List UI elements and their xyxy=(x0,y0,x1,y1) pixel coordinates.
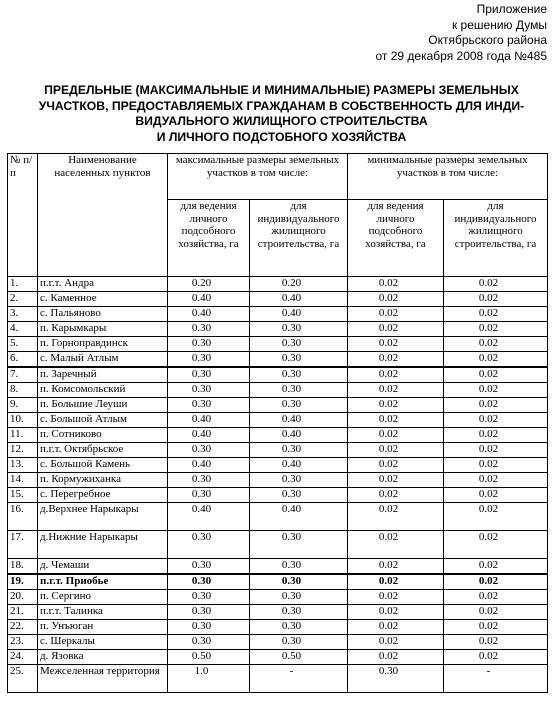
max-farm-value: 0.40 xyxy=(168,503,250,531)
settlement-name: п.г.т. Приобье xyxy=(38,574,168,590)
min-farm-value: 0.02 xyxy=(348,620,444,635)
table-row xyxy=(8,322,548,337)
min-farm-value: 0.02 xyxy=(348,367,444,383)
row-number: 19. xyxy=(8,574,38,590)
row-number: 23. xyxy=(8,635,38,650)
table-row xyxy=(8,443,548,458)
settlement-name: с. Пальяново xyxy=(38,307,168,322)
table-row xyxy=(8,473,548,488)
min-farm-value: 0.02 xyxy=(348,398,444,413)
settlement-name: п. Сотниково xyxy=(38,428,168,443)
row-number: 6. xyxy=(8,352,38,368)
table-row xyxy=(8,367,548,383)
table-row xyxy=(8,620,548,635)
max-house-value: 0.40 xyxy=(250,503,348,531)
min-house-value: 0.02 xyxy=(444,277,548,292)
table-row xyxy=(8,531,548,559)
max-farm-value: 0.40 xyxy=(168,292,250,307)
header-max-house: для индивидуального жилищного строительства, га xyxy=(250,200,348,277)
min-house-value: 0.02 xyxy=(444,473,548,488)
settlement-name: Межселенная территория xyxy=(38,665,168,693)
table-row xyxy=(8,559,548,575)
settlement-name: п. Большие Леуши xyxy=(38,398,168,413)
max-house-value: 0.30 xyxy=(250,337,348,352)
appendix-line: Приложение xyxy=(476,2,547,16)
min-house-value: 0.02 xyxy=(444,443,548,458)
max-farm-value: 0.30 xyxy=(168,398,250,413)
min-house-value: 0.02 xyxy=(444,367,548,383)
max-house-value: 0.40 xyxy=(250,292,348,307)
max-farm-value: 0.30 xyxy=(168,590,250,605)
header-min-group: минимальные размеры земельных участков в том числе: xyxy=(348,154,548,200)
min-farm-value: 0.02 xyxy=(348,413,444,428)
table-row xyxy=(8,503,548,531)
max-house-value: 0.30 xyxy=(250,367,348,383)
max-house-value: 0.30 xyxy=(250,352,348,368)
min-house-value: 0.02 xyxy=(444,413,548,428)
row-number: 11. xyxy=(8,428,38,443)
title-line: И ЛИЧНОГО ПОДСТОБНОГО ХОЗЯЙСТВА xyxy=(156,129,407,144)
max-farm-value: 0.30 xyxy=(168,352,250,368)
settlement-name: д.Нижние Нарыкары xyxy=(38,531,168,559)
settlement-name: д. Язовка xyxy=(38,650,168,665)
table-row xyxy=(8,292,548,307)
table-row xyxy=(8,413,548,428)
max-house-value: 0.40 xyxy=(250,428,348,443)
max-house-value: 0.30 xyxy=(250,488,348,503)
max-farm-value: 0.30 xyxy=(168,443,250,458)
max-house-value: 0.30 xyxy=(250,473,348,488)
settlement-name: д.Верхнее Нарыкары xyxy=(38,503,168,531)
table-row xyxy=(8,337,548,352)
header-min-farm: для ведения личного подсобного хозяйства, га xyxy=(348,200,444,277)
max-house-value: 0.30 xyxy=(250,531,348,559)
max-house-value: 0.30 xyxy=(250,590,348,605)
min-house-value: 0.02 xyxy=(444,307,548,322)
min-farm-value: 0.02 xyxy=(348,443,444,458)
table-row xyxy=(8,277,548,292)
settlement-name: с. Перегребное xyxy=(38,488,168,503)
table-row xyxy=(8,635,548,650)
max-farm-value: 0.30 xyxy=(168,635,250,650)
title-line: ПРЕДЕЛЬНЫЕ (МАКСИМАЛЬНЫЕ И МИНИМАЛЬНЫЕ) РАЗМЕРЫ ЗЕМЕЛЬНЫХ xyxy=(44,83,519,97)
min-farm-value: 0.30 xyxy=(348,665,444,693)
table-row xyxy=(8,590,548,605)
min-house-value: 0.02 xyxy=(444,559,548,575)
header-max-farm: для ведения личного подсобного хозяйства, га xyxy=(168,200,250,277)
max-house-value: 0.30 xyxy=(250,443,348,458)
max-farm-value: 0.30 xyxy=(168,620,250,635)
row-number: 10. xyxy=(8,413,38,428)
header-min-house: для индивидуального жилищного строительства, га xyxy=(444,200,548,277)
settlement-name: д. Чемаши xyxy=(38,559,168,575)
header-max-group: максимальные размеры земельных участков в том числе: xyxy=(168,154,348,200)
min-farm-value: 0.02 xyxy=(348,605,444,620)
settlement-name: с. Большой Атлым xyxy=(38,413,168,428)
settlement-name: с. Малый Атлым xyxy=(38,352,168,368)
document-title xyxy=(14,83,549,145)
min-farm-value: 0.02 xyxy=(348,383,444,398)
max-farm-value: 0.30 xyxy=(168,367,250,383)
max-farm-value: 0.40 xyxy=(168,307,250,322)
min-house-value: 0.02 xyxy=(444,428,548,443)
row-number: 14. xyxy=(8,473,38,488)
appendix-line: Октябрьского района xyxy=(428,33,547,47)
max-farm-value: 0.30 xyxy=(168,337,250,352)
min-farm-value: 0.02 xyxy=(348,503,444,531)
table-row xyxy=(8,352,548,368)
settlement-name: п. Карымкары xyxy=(38,322,168,337)
max-farm-value: 0.50 xyxy=(168,650,250,665)
settlement-name: п. Заречный xyxy=(38,367,168,383)
row-number: 9. xyxy=(8,398,38,413)
table-row xyxy=(8,650,548,665)
min-house-value: 0.02 xyxy=(444,590,548,605)
settlement-name: с. Большой Камень xyxy=(38,458,168,473)
settlement-name: п.г.т. Талинка xyxy=(38,605,168,620)
min-house-value: 0.02 xyxy=(444,383,548,398)
max-house-value: 0.30 xyxy=(250,322,348,337)
row-number: 25. xyxy=(8,665,38,693)
max-farm-value: 0.40 xyxy=(168,413,250,428)
table-row xyxy=(8,574,548,590)
min-farm-value: 0.02 xyxy=(348,322,444,337)
max-farm-value: 0.30 xyxy=(168,322,250,337)
min-house-value: 0.02 xyxy=(444,531,548,559)
table-row xyxy=(8,307,548,322)
row-number: 2. xyxy=(8,292,38,307)
row-number: 20. xyxy=(8,590,38,605)
min-farm-value: 0.02 xyxy=(348,307,444,322)
settlement-name: п. Комсомольский xyxy=(38,383,168,398)
row-number: 7. xyxy=(8,367,38,383)
row-number: 17. xyxy=(8,531,38,559)
min-house-value: 0.02 xyxy=(444,503,548,531)
min-house-value: 0.02 xyxy=(444,337,548,352)
max-farm-value: 0.30 xyxy=(168,383,250,398)
settlement-name: п.г.т. Октябрьское xyxy=(38,443,168,458)
table-row xyxy=(8,665,548,693)
min-house-value: 0.02 xyxy=(444,605,548,620)
max-house-value: 0.30 xyxy=(250,620,348,635)
table-body xyxy=(8,277,548,693)
min-farm-value: 0.02 xyxy=(348,458,444,473)
max-farm-value: 0.30 xyxy=(168,473,250,488)
min-house-value: 0.02 xyxy=(444,574,548,590)
max-house-value: 0.30 xyxy=(250,559,348,575)
settlement-name: с. Каменное xyxy=(38,292,168,307)
settlement-name: п. Сергино xyxy=(38,590,168,605)
max-farm-value: 0.30 xyxy=(168,488,250,503)
row-number: 5. xyxy=(8,337,38,352)
row-number: 13. xyxy=(8,458,38,473)
row-number: 22. xyxy=(8,620,38,635)
max-house-value: 0.30 xyxy=(250,605,348,620)
land-size-table xyxy=(7,153,548,693)
row-number: 15. xyxy=(8,488,38,503)
min-farm-value: 0.02 xyxy=(348,559,444,575)
max-house-value: 0.30 xyxy=(250,574,348,590)
row-number: 4. xyxy=(8,322,38,337)
settlement-name: с. Шеркалы xyxy=(38,635,168,650)
min-farm-value: 0.02 xyxy=(348,635,444,650)
max-house-value: 0.40 xyxy=(250,307,348,322)
min-farm-value: 0.02 xyxy=(348,428,444,443)
max-house-value: - xyxy=(250,665,348,693)
row-number: 8. xyxy=(8,383,38,398)
row-number: 16. xyxy=(8,503,38,531)
table-row xyxy=(8,428,548,443)
max-farm-value: 0.30 xyxy=(168,605,250,620)
header-num: № п/п xyxy=(8,154,38,277)
table-row xyxy=(8,458,548,473)
min-farm-value: 0.02 xyxy=(348,574,444,590)
appendix-line: к решению Думы xyxy=(451,17,547,32)
min-farm-value: 0.02 xyxy=(348,292,444,307)
min-house-value: 0.02 xyxy=(444,292,548,307)
row-number: 18. xyxy=(8,559,38,575)
min-farm-value: 0.02 xyxy=(348,590,444,605)
max-farm-value: 0.40 xyxy=(168,458,250,473)
max-farm-value: 0.40 xyxy=(168,428,250,443)
min-farm-value: 0.02 xyxy=(348,277,444,292)
min-house-value: 0.02 xyxy=(444,458,548,473)
min-house-value: 0.02 xyxy=(444,620,548,635)
appendix-block xyxy=(217,2,547,64)
settlement-name: п. Унъюган xyxy=(38,620,168,635)
title-line: ВИДУАЛЬНОГО ЖИЛИЩНОГО СТРОИТЕЛЬСТВА xyxy=(135,114,428,128)
min-farm-value: 0.02 xyxy=(348,473,444,488)
settlement-name: п. Горноправдинск xyxy=(38,337,168,352)
max-farm-value: 0.30 xyxy=(168,574,250,590)
max-house-value: 0.30 xyxy=(250,383,348,398)
min-house-value: 0.02 xyxy=(444,488,548,503)
min-farm-value: 0.02 xyxy=(348,488,444,503)
table-row xyxy=(8,398,548,413)
min-house-value: 0.02 xyxy=(444,635,548,650)
max-house-value: 0.40 xyxy=(250,458,348,473)
row-number: 24. xyxy=(8,650,38,665)
min-house-value: 0.02 xyxy=(444,398,548,413)
min-house-value: 0.02 xyxy=(444,650,548,665)
min-house-value: - xyxy=(444,665,548,693)
max-farm-value: 0.30 xyxy=(168,531,250,559)
settlement-name: п. Кормужиханка xyxy=(38,473,168,488)
max-farm-value: 0.30 xyxy=(168,559,250,575)
max-house-value: 0.30 xyxy=(250,398,348,413)
table-row xyxy=(8,488,548,503)
min-house-value: 0.02 xyxy=(444,352,548,368)
appendix-line: от 29 декабря 2008 года №485 xyxy=(375,48,547,63)
max-farm-value: 1.0 xyxy=(168,665,250,693)
max-house-value: 0.20 xyxy=(250,277,348,292)
min-house-value: 0.02 xyxy=(444,322,548,337)
settlement-name: п.г.т. Андра xyxy=(38,277,168,292)
min-farm-value: 0.02 xyxy=(348,531,444,559)
max-house-value: 0.50 xyxy=(250,650,348,665)
min-farm-value: 0.02 xyxy=(348,337,444,352)
max-house-value: 0.40 xyxy=(250,413,348,428)
table-row xyxy=(8,383,548,398)
header-name: Наименование населенных пунктов xyxy=(38,154,168,277)
row-number: 21. xyxy=(8,605,38,620)
min-farm-value: 0.02 xyxy=(348,352,444,368)
row-number: 1. xyxy=(8,277,38,292)
max-house-value: 0.30 xyxy=(250,635,348,650)
title-line: УЧАСТКОВ, ПРЕДОСТАВЛЯЕМЫХ ГРАЖДАНАМ В СОБСТВЕННОСТЬ ДЛЯ ИНДИ- xyxy=(38,98,525,113)
table-row xyxy=(8,605,548,620)
row-number: 12. xyxy=(8,443,38,458)
max-farm-value: 0.20 xyxy=(168,277,250,292)
min-farm-value: 0.02 xyxy=(348,650,444,665)
row-number: 3. xyxy=(8,307,38,322)
